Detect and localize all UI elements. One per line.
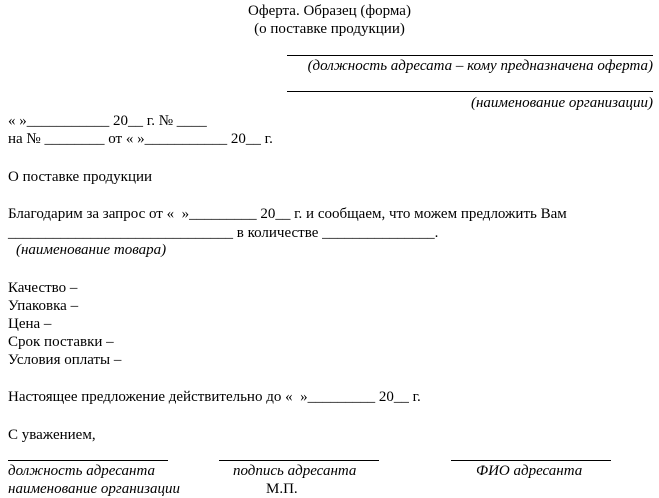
body-line-1: Благодарим за запрос от « »_________ 20__ г. и сообщаем, что можем предложить Вам — [8, 206, 567, 222]
stamp-placeholder: М.П. — [266, 481, 298, 497]
signature-org-caption: наименование организации — [8, 481, 181, 497]
validity-line: Настоящее предложение действительно до « »_________ 20__ г. — [8, 389, 421, 405]
addressee-org-caption: (наименование организации) — [470, 95, 653, 111]
signature-line — [219, 460, 379, 461]
term-delivery: Срок поставки – — [8, 334, 114, 350]
term-packaging: Упаковка – — [8, 298, 79, 314]
signature-position-caption: должность адресанта — [8, 463, 155, 479]
term-payment: Условия оплаты – — [8, 352, 122, 368]
document-subtitle: (о поставке продукции) — [254, 21, 405, 37]
signature-signature-caption: подпись адресанта — [233, 463, 357, 479]
addressee-org-line — [287, 91, 653, 92]
body-line-2: ______________________________ в количестве _______________. — [8, 225, 439, 241]
closing-phrase: С уважением, — [8, 427, 96, 443]
signature-name-line — [451, 460, 611, 461]
product-caption: (наименование товара) — [16, 242, 167, 258]
addressee-position-line — [287, 55, 653, 56]
signature-position-line — [8, 460, 168, 461]
signature-name-caption: ФИО адресанта — [476, 463, 583, 479]
reply-reference-line: на № ________ от « »___________ 20__ г. — [8, 131, 273, 147]
document-title: Оферта. Образец (форма) — [248, 3, 411, 19]
addressee-position-caption: (должность адресата – кому предназначена оферта) — [307, 58, 653, 74]
outgoing-date-line: « »___________ 20__ г. № ____ — [8, 113, 207, 129]
letter-subject: О поставке продукции — [8, 169, 153, 185]
term-quality: Качество – — [8, 280, 78, 296]
term-price: Цена – — [8, 316, 52, 332]
